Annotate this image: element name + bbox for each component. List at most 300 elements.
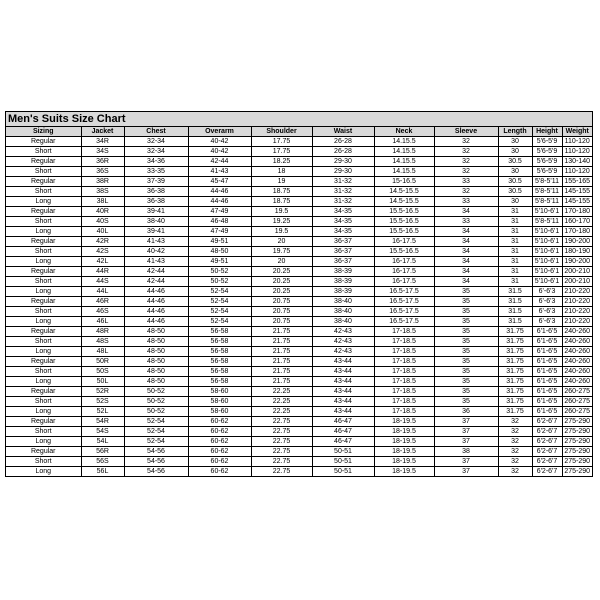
cell-weight: 155-165 [562,177,592,187]
cell-height: 6'2-6'7 [532,447,562,457]
cell-weight: 145-155 [562,187,592,197]
cell-sizing: Short [6,187,81,197]
cell-neck: 17-18.5 [374,357,434,367]
table-row [6,187,592,197]
cell-jacket: 46R [81,297,124,307]
cell-length: 30 [498,137,532,147]
table-row [6,217,592,227]
cell-neck: 18-19.5 [374,417,434,427]
cell-overarm: 58-60 [188,407,251,417]
cell-sizing: Short [6,427,81,437]
cell-waist: 50-51 [312,467,374,477]
cell-height: 6'-6'3 [532,297,562,307]
cell-sizing: Short [6,367,81,377]
cell-height: 5'8-5'11 [532,177,562,187]
header-row [6,127,592,137]
cell-jacket: 52R [81,387,124,397]
cell-weight: 240-260 [562,337,592,347]
cell-jacket: 50L [81,377,124,387]
cell-waist: 26-28 [312,137,374,147]
cell-jacket: 46L [81,317,124,327]
table-row [6,317,592,327]
cell-length: 31.75 [498,407,532,417]
table-row [6,207,592,217]
cell-waist: 38-39 [312,287,374,297]
cell-sleeve: 34 [434,247,498,257]
cell-length: 31 [498,247,532,257]
cell-chest: 41-43 [124,237,188,247]
column-header-chest: Chest [124,127,188,137]
cell-jacket: 42S [81,247,124,257]
cell-shoulder: 20.25 [251,267,312,277]
table-row [6,327,592,337]
cell-jacket: 42R [81,237,124,247]
cell-neck: 14.5-15.5 [374,187,434,197]
cell-waist: 43-44 [312,397,374,407]
cell-neck: 17-18.5 [374,387,434,397]
cell-height: 6'1-6'5 [532,377,562,387]
cell-sizing: Long [6,437,81,447]
cell-sizing: Long [6,407,81,417]
cell-waist: 29-30 [312,157,374,167]
cell-waist: 31-32 [312,177,374,187]
cell-overarm: 56-58 [188,357,251,367]
table-row [6,377,592,387]
cell-chest: 50-52 [124,387,188,397]
cell-neck: 15-16.5 [374,177,434,187]
table-row [6,227,592,237]
cell-sizing: Regular [6,387,81,397]
cell-sizing: Short [6,397,81,407]
cell-height: 6'-6'3 [532,307,562,317]
cell-shoulder: 21.75 [251,357,312,367]
cell-weight: 110-120 [562,137,592,147]
cell-jacket: 48R [81,327,124,337]
cell-length: 31.75 [498,387,532,397]
cell-height: 5'6-5'9 [532,137,562,147]
cell-waist: 43-44 [312,377,374,387]
table-row [6,407,592,417]
cell-overarm: 56-58 [188,337,251,347]
table-row [6,257,592,267]
cell-sleeve: 38 [434,447,498,457]
cell-sleeve: 35 [434,317,498,327]
cell-waist: 36-37 [312,257,374,267]
cell-height: 6'2-6'7 [532,427,562,437]
cell-sizing: Long [6,197,81,207]
cell-sleeve: 35 [434,377,498,387]
size-table [6,127,592,476]
cell-jacket: 50R [81,357,124,367]
cell-chest: 34-36 [124,157,188,167]
cell-overarm: 50-52 [188,277,251,287]
cell-jacket: 50S [81,367,124,377]
cell-chest: 54-56 [124,467,188,477]
cell-weight: 240-260 [562,367,592,377]
cell-overarm: 60-62 [188,447,251,457]
cell-overarm: 58-60 [188,387,251,397]
cell-neck: 14.5-15.5 [374,197,434,207]
cell-weight: 170-180 [562,227,592,237]
cell-weight: 170-180 [562,207,592,217]
cell-overarm: 60-62 [188,437,251,447]
cell-overarm: 56-58 [188,327,251,337]
cell-length: 32 [498,457,532,467]
cell-neck: 16-17.5 [374,257,434,267]
cell-height: 5'8-5'11 [532,187,562,197]
cell-overarm: 60-62 [188,457,251,467]
cell-waist: 43-44 [312,367,374,377]
cell-height: 5'10-6'1 [532,207,562,217]
cell-overarm: 45-47 [188,177,251,187]
cell-jacket: 48S [81,337,124,347]
cell-jacket: 56L [81,467,124,477]
cell-length: 31 [498,217,532,227]
cell-sleeve: 37 [434,417,498,427]
cell-length: 32 [498,417,532,427]
cell-waist: 38-40 [312,317,374,327]
column-header-shoulder: Shoulder [251,127,312,137]
cell-overarm: 41-43 [188,167,251,177]
cell-sizing: Regular [6,447,81,457]
cell-neck: 14.15.5 [374,147,434,157]
cell-sleeve: 35 [434,337,498,347]
cell-sizing: Long [6,467,81,477]
table-row [6,157,592,167]
cell-length: 32 [498,447,532,457]
cell-weight: 190-200 [562,257,592,267]
cell-jacket: 54S [81,427,124,437]
cell-length: 31.5 [498,307,532,317]
cell-sizing: Short [6,247,81,257]
cell-shoulder: 18.75 [251,197,312,207]
cell-shoulder: 19 [251,177,312,187]
cell-chest: 42-44 [124,277,188,287]
cell-jacket: 40R [81,207,124,217]
cell-shoulder: 21.75 [251,337,312,347]
cell-overarm: 56-58 [188,347,251,357]
cell-neck: 17-18.5 [374,337,434,347]
cell-jacket: 36R [81,157,124,167]
cell-weight: 200-210 [562,277,592,287]
cell-height: 5'10-6'1 [532,247,562,257]
cell-overarm: 56-58 [188,367,251,377]
cell-waist: 43-44 [312,357,374,367]
cell-overarm: 47-49 [188,207,251,217]
cell-neck: 17-18.5 [374,377,434,387]
cell-sleeve: 35 [434,367,498,377]
cell-weight: 190-200 [562,237,592,247]
cell-shoulder: 20.25 [251,277,312,287]
cell-height: 6'1-6'5 [532,347,562,357]
cell-sleeve: 32 [434,147,498,157]
table-row [6,357,592,367]
cell-sleeve: 34 [434,267,498,277]
table-row [6,367,592,377]
cell-chest: 39-41 [124,207,188,217]
table-row [6,307,592,317]
cell-neck: 16-17.5 [374,267,434,277]
cell-chest: 40-42 [124,247,188,257]
cell-waist: 42-43 [312,337,374,347]
cell-shoulder: 20.75 [251,297,312,307]
cell-sizing: Regular [6,137,81,147]
cell-chest: 54-56 [124,447,188,457]
cell-weight: 275-290 [562,437,592,447]
cell-height: 6'1-6'5 [532,337,562,347]
cell-overarm: 40-42 [188,137,251,147]
cell-weight: 260-275 [562,387,592,397]
column-header-overarm: Overarm [188,127,251,137]
cell-jacket: 52L [81,407,124,417]
cell-chest: 52-54 [124,417,188,427]
cell-neck: 17-18.5 [374,407,434,417]
table-row [6,337,592,347]
cell-chest: 32-34 [124,137,188,147]
cell-jacket: 48L [81,347,124,357]
cell-sleeve: 34 [434,257,498,267]
cell-sizing: Long [6,257,81,267]
cell-waist: 46-47 [312,417,374,427]
cell-neck: 16.5-17.5 [374,297,434,307]
cell-shoulder: 19.5 [251,227,312,237]
cell-overarm: 58-60 [188,397,251,407]
cell-chest: 48-50 [124,357,188,367]
cell-sizing: Short [6,457,81,467]
cell-length: 31.75 [498,357,532,367]
cell-chest: 48-50 [124,337,188,347]
cell-shoulder: 17.75 [251,147,312,157]
cell-sleeve: 34 [434,207,498,217]
column-header-sleeve: Sleeve [434,127,498,137]
cell-waist: 34-35 [312,227,374,237]
cell-chest: 36-38 [124,187,188,197]
cell-weight: 210-220 [562,317,592,327]
cell-chest: 37-39 [124,177,188,187]
chart-title: Men's Suits Size Chart [6,112,592,127]
cell-overarm: 52-54 [188,297,251,307]
cell-sleeve: 32 [434,167,498,177]
cell-shoulder: 22.75 [251,417,312,427]
cell-length: 31 [498,237,532,247]
cell-waist: 46-47 [312,437,374,447]
cell-overarm: 49-51 [188,237,251,247]
cell-length: 31 [498,277,532,287]
cell-shoulder: 21.75 [251,377,312,387]
cell-weight: 260-275 [562,407,592,417]
cell-height: 5'6-5'9 [532,147,562,157]
cell-neck: 16.5-17.5 [374,307,434,317]
cell-shoulder: 18.25 [251,157,312,167]
table-body [6,137,592,477]
cell-overarm: 52-54 [188,307,251,317]
cell-chest: 50-52 [124,397,188,407]
cell-jacket: 54L [81,437,124,447]
cell-waist: 26-28 [312,147,374,157]
cell-jacket: 56S [81,457,124,467]
cell-weight: 130-140 [562,157,592,167]
cell-neck: 18-19.5 [374,457,434,467]
cell-weight: 275-290 [562,447,592,457]
cell-length: 31.5 [498,287,532,297]
column-header-height: Height [532,127,562,137]
cell-sizing: Regular [6,237,81,247]
cell-weight: 275-290 [562,417,592,427]
cell-height: 6'-6'3 [532,287,562,297]
cell-weight: 160-170 [562,217,592,227]
cell-overarm: 52-54 [188,317,251,327]
cell-waist: 43-44 [312,387,374,397]
cell-overarm: 49-51 [188,257,251,267]
cell-weight: 210-220 [562,287,592,297]
cell-overarm: 44-46 [188,187,251,197]
cell-height: 6'2-6'7 [532,417,562,427]
cell-sleeve: 35 [434,397,498,407]
cell-neck: 15.5-16.5 [374,217,434,227]
cell-shoulder: 22.75 [251,427,312,437]
cell-sleeve: 33 [434,217,498,227]
cell-shoulder: 19.75 [251,247,312,257]
table-row [6,437,592,447]
cell-waist: 42-43 [312,347,374,357]
cell-chest: 44-46 [124,317,188,327]
cell-jacket: 52S [81,397,124,407]
table-row [6,287,592,297]
cell-height: 6'-6'3 [532,317,562,327]
cell-sleeve: 35 [434,357,498,367]
cell-neck: 16-17.5 [374,277,434,287]
cell-chest: 48-50 [124,327,188,337]
cell-overarm: 50-52 [188,267,251,277]
cell-height: 6'1-6'5 [532,357,562,367]
cell-waist: 50-51 [312,457,374,467]
cell-overarm: 60-62 [188,417,251,427]
table-row [6,167,592,177]
table-row [6,237,592,247]
cell-neck: 16-17.5 [374,237,434,247]
cell-length: 32 [498,467,532,477]
cell-overarm: 52-54 [188,287,251,297]
cell-shoulder: 17.75 [251,137,312,147]
table-row [6,297,592,307]
cell-height: 5'8-5'11 [532,197,562,207]
cell-neck: 15.5-16.5 [374,227,434,237]
cell-sizing: Short [6,337,81,347]
cell-sleeve: 37 [434,427,498,437]
cell-shoulder: 22.75 [251,437,312,447]
cell-chest: 44-46 [124,287,188,297]
cell-chest: 33-35 [124,167,188,177]
cell-sizing: Regular [6,357,81,367]
cell-weight: 260-275 [562,397,592,407]
cell-shoulder: 20 [251,237,312,247]
cell-jacket: 44S [81,277,124,287]
cell-weight: 180-190 [562,247,592,257]
cell-jacket: 38R [81,177,124,187]
cell-sleeve: 35 [434,327,498,337]
cell-length: 31.75 [498,397,532,407]
cell-overarm: 60-62 [188,467,251,477]
cell-sleeve: 35 [434,307,498,317]
cell-length: 31 [498,257,532,267]
table-row [6,147,592,157]
cell-length: 30.5 [498,157,532,167]
cell-neck: 17-18.5 [374,327,434,337]
cell-sizing: Short [6,167,81,177]
column-header-sizing: Sizing [6,127,81,137]
cell-height: 5'8-5'11 [532,217,562,227]
cell-neck: 18-19.5 [374,467,434,477]
cell-height: 5'10-6'1 [532,267,562,277]
cell-chest: 36-38 [124,197,188,207]
cell-weight: 275-290 [562,427,592,437]
cell-chest: 38-40 [124,217,188,227]
cell-overarm: 60-62 [188,427,251,437]
table-row [6,467,592,477]
cell-waist: 36-37 [312,237,374,247]
cell-sleeve: 33 [434,177,498,187]
cell-shoulder: 22.25 [251,407,312,417]
table-row [6,397,592,407]
size-chart [5,111,593,477]
cell-weight: 275-290 [562,457,592,467]
cell-weight: 275-290 [562,467,592,477]
cell-sizing: Regular [6,207,81,217]
column-header-waist: Waist [312,127,374,137]
column-header-length: Length [498,127,532,137]
cell-weight: 145-155 [562,197,592,207]
cell-chest: 54-56 [124,457,188,467]
cell-shoulder: 19.5 [251,207,312,217]
cell-shoulder: 20.25 [251,287,312,297]
cell-chest: 39-41 [124,227,188,237]
cell-height: 6'1-6'5 [532,327,562,337]
column-header-jacket: Jacket [81,127,124,137]
cell-height: 5'6-5'9 [532,157,562,167]
cell-neck: 14.15.5 [374,167,434,177]
cell-chest: 44-46 [124,297,188,307]
cell-neck: 18-19.5 [374,437,434,447]
cell-chest: 52-54 [124,437,188,447]
cell-neck: 14.15.5 [374,157,434,167]
cell-chest: 48-50 [124,367,188,377]
table-row [6,447,592,457]
cell-waist: 50-51 [312,447,374,457]
cell-waist: 38-40 [312,307,374,317]
cell-shoulder: 21.75 [251,347,312,357]
cell-neck: 16.5-17.5 [374,287,434,297]
cell-waist: 38-40 [312,297,374,307]
cell-weight: 110-120 [562,167,592,177]
cell-length: 31 [498,267,532,277]
cell-jacket: 34R [81,137,124,147]
cell-chest: 48-50 [124,347,188,357]
cell-length: 31.5 [498,297,532,307]
cell-sizing: Short [6,217,81,227]
cell-sleeve: 34 [434,227,498,237]
cell-weight: 240-260 [562,377,592,387]
cell-length: 31 [498,227,532,237]
cell-height: 5'10-6'1 [532,227,562,237]
cell-neck: 17-18.5 [374,347,434,357]
cell-shoulder: 18 [251,167,312,177]
cell-shoulder: 22.75 [251,457,312,467]
cell-chest: 44-46 [124,307,188,317]
cell-waist: 43-44 [312,407,374,417]
cell-shoulder: 22.75 [251,447,312,457]
cell-waist: 31-32 [312,187,374,197]
cell-height: 5'10-6'1 [532,257,562,267]
